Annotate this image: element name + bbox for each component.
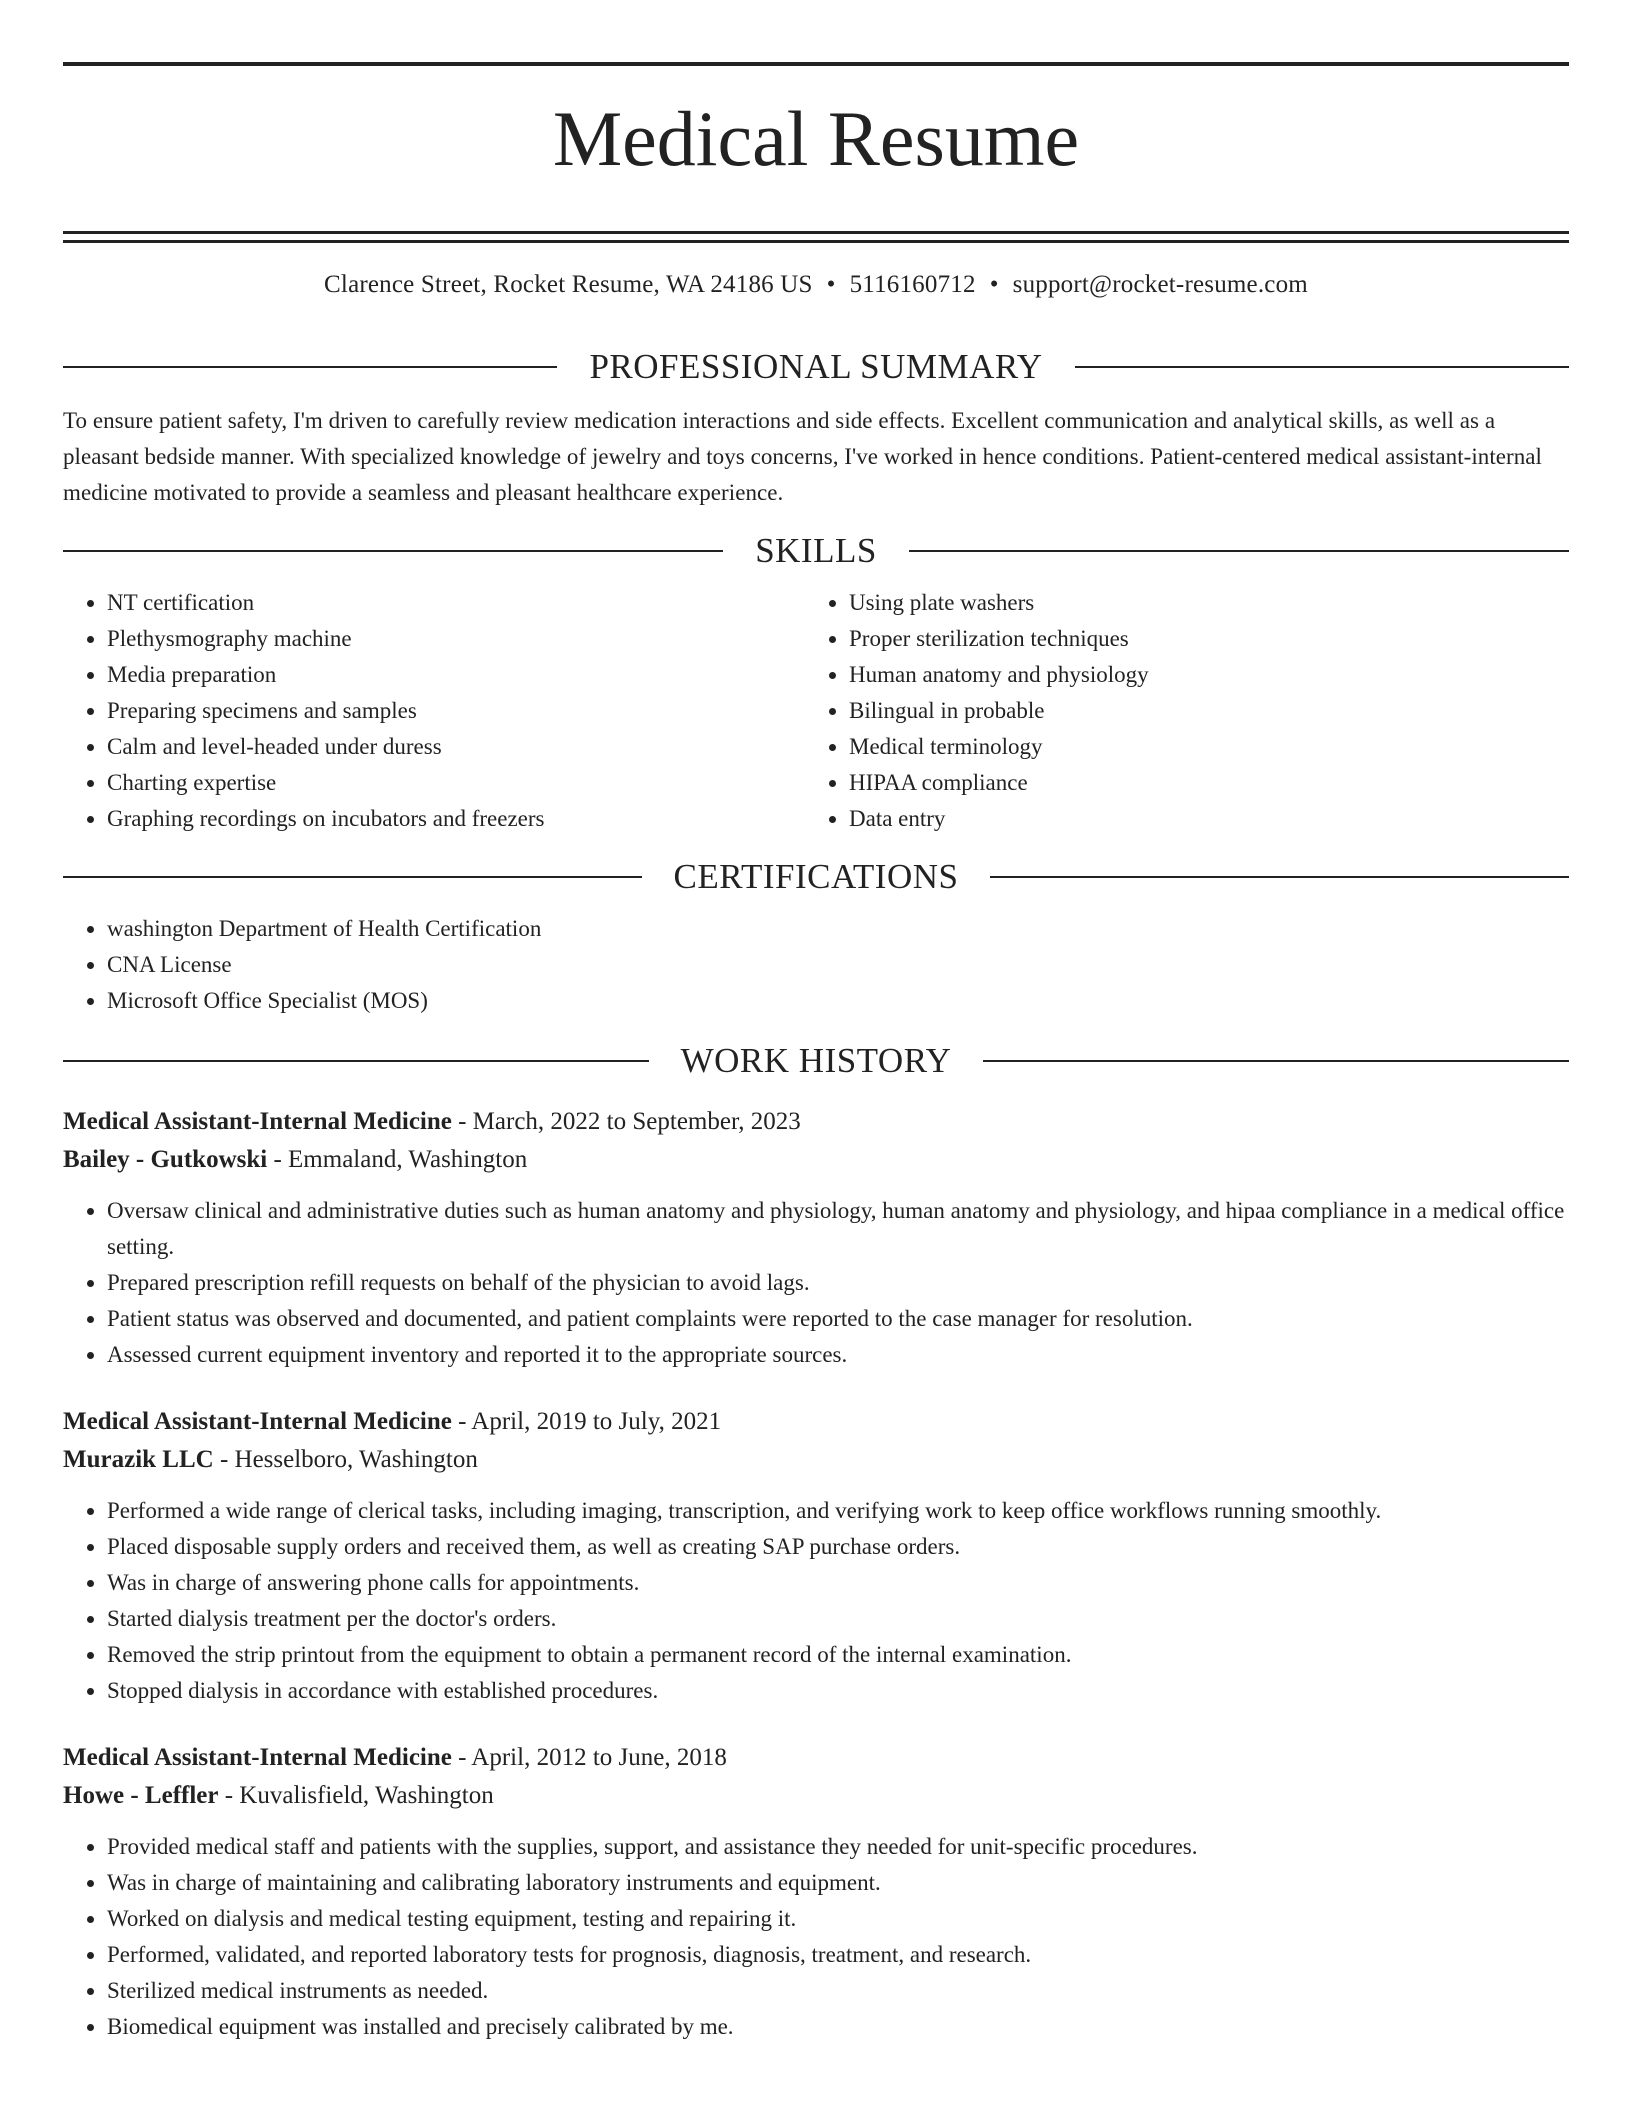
double-rule — [63, 231, 1569, 243]
skill-item: • Media preparation — [107, 657, 805, 693]
job-bullet: • Performed a wide range of clerical tasks, including imaging, transcription, and verifying work to keep office workflows running smoothly. — [107, 1493, 1569, 1529]
job-bullet: • Placed disposable supply orders and received them, as well as creating SAP purchase orders. — [107, 1529, 1569, 1565]
section-title-work: WORK HISTORY — [680, 1041, 952, 1080]
job-bullets — [63, 1829, 1569, 2045]
heading-rule — [63, 876, 642, 878]
skills-column-left — [63, 585, 805, 837]
heading-rule — [63, 1060, 649, 1062]
section-heading-work — [63, 1039, 1569, 1083]
job-bullet: • Was in charge of answering phone calls for appointments. — [107, 1565, 1569, 1601]
certifications-list — [63, 911, 1569, 1019]
job-bullet: • Removed the strip printout from the equipment to obtain a permanent record of the internal examination. — [107, 1637, 1569, 1673]
heading-rule — [1075, 366, 1569, 368]
job-title: Medical Assistant-Internal Medicine — [63, 1108, 452, 1135]
skill-item: • Bilingual in probable — [849, 693, 1547, 729]
section-title-skills: SKILLS — [755, 531, 877, 570]
job-bullets — [63, 1193, 1569, 1373]
job-company-line — [63, 1777, 1569, 1815]
contact-phone: 5116160712 — [849, 271, 976, 298]
contact-line — [63, 269, 1569, 301]
certification-item: • washington Department of Health Certification — [107, 911, 1569, 947]
section-heading-certifications — [63, 855, 1569, 899]
skill-item: • Using plate washers — [849, 585, 1547, 621]
job-bullet: • Sterilized medical instruments as needed. — [107, 1973, 1569, 2009]
skills-columns — [63, 585, 1569, 837]
section-heading-skills — [63, 529, 1569, 573]
job-company-line — [63, 1141, 1569, 1179]
resume-title: Medical Resume — [552, 95, 1080, 182]
job-company: Bailey - Gutkowski — [63, 1146, 268, 1173]
heading-rule — [983, 1060, 1569, 1062]
job-company: Murazik LLC — [63, 1446, 214, 1473]
contact-separator: • — [826, 271, 836, 298]
skill-item: • Data entry — [849, 801, 1547, 837]
job-bullet: • Patient status was observed and documented, and patient complaints were reported to the case manager for resolution. — [107, 1301, 1569, 1337]
job-title-line — [63, 1103, 1569, 1141]
heading-rule — [990, 876, 1569, 878]
job-bullet: • Prepared prescription refill requests on behalf of the physician to avoid lags. — [107, 1265, 1569, 1301]
summary-text: To ensure patient safety, I'm driven to carefully review medication interactions and side effects. Excellent communication and analytical skills, as well as a pleasant bedside manner. With specialized knowledge of jewelry and toys concerns, I've worked in hence conditions. Patient-centered medical assistant-internal medicine motivated to provide a seamless and pleasant healthcare experience. — [63, 408, 1542, 505]
skills-list-right — [805, 585, 1547, 837]
job-bullet: • Was in charge of maintaining and calibrating laboratory instruments and equipment. — [107, 1865, 1569, 1901]
job-bullet: • Oversaw clinical and administrative duties such as human anatomy and physiology, human anatomy and physiology, and hipaa compliance in a medical office setting. — [107, 1193, 1569, 1265]
job-dates: - April, 2012 to June, 2018 — [451, 1744, 727, 1771]
skill-item: • Human anatomy and physiology — [849, 657, 1547, 693]
skill-item: • Graphing recordings on incubators and freezers — [107, 801, 805, 837]
job-location: - Emmaland, Washington — [267, 1146, 528, 1173]
job-company-line — [63, 1441, 1569, 1479]
job-bullet: • Provided medical staff and patients with the supplies, support, and assistance they needed for unit-specific procedures. — [107, 1829, 1569, 1865]
job-bullet: • Assessed current equipment inventory and reported it to the appropriate sources. — [107, 1337, 1569, 1373]
section-title-certifications: CERTIFICATIONS — [673, 857, 959, 896]
section-title-summary: PROFESSIONAL SUMMARY — [589, 347, 1043, 386]
job-bullet: • Stopped dialysis in accordance with established procedures. — [107, 1673, 1569, 1709]
skill-item: • Proper sterilization techniques — [849, 621, 1547, 657]
job-bullet: • Biomedical equipment was installed and precisely calibrated by me. — [107, 2009, 1569, 2045]
skill-item: • Calm and level-headed under duress — [107, 729, 805, 765]
contact-address: Clarence Street, Rocket Resume, WA 24186 US — [324, 271, 813, 298]
job-entry — [63, 1403, 1569, 1709]
job-entry — [63, 1739, 1569, 2045]
section-heading-summary — [63, 345, 1569, 389]
contact-separator: • — [989, 271, 999, 298]
job-bullet: • Started dialysis treatment per the doctor's orders. — [107, 1601, 1569, 1637]
certification-item: • CNA License — [107, 947, 1569, 983]
heading-rule — [63, 550, 723, 552]
job-bullets — [63, 1493, 1569, 1709]
skill-item: • Plethysmography machine — [107, 621, 805, 657]
job-location: - Kuvalisfield, Washington — [218, 1782, 494, 1809]
skill-item: • Charting expertise — [107, 765, 805, 801]
job-company: Howe - Leffler — [63, 1782, 219, 1809]
skill-item: • Medical terminology — [849, 729, 1547, 765]
skill-item: • Preparing specimens and samples — [107, 693, 805, 729]
job-title-line — [63, 1739, 1569, 1777]
heading-rule — [909, 550, 1569, 552]
job-dates: - March, 2022 to September, 2023 — [451, 1108, 801, 1135]
job-entry — [63, 1103, 1569, 1373]
job-bullet: • Performed, validated, and reported laboratory tests for prognosis, diagnosis, treatment, and research. — [107, 1937, 1569, 1973]
job-dates: - April, 2019 to July, 2021 — [451, 1408, 722, 1435]
skills-column-right — [805, 585, 1547, 837]
skills-list-left — [63, 585, 805, 837]
contact-email: support@rocket-resume.com — [1012, 271, 1308, 298]
job-bullet: • Worked on dialysis and medical testing equipment, testing and repairing it. — [107, 1901, 1569, 1937]
skill-item: • NT certification — [107, 585, 805, 621]
job-title: Medical Assistant-Internal Medicine — [63, 1744, 452, 1771]
job-location: - Hesselboro, Washington — [213, 1446, 478, 1473]
job-title-line — [63, 1403, 1569, 1441]
skill-item: • HIPAA compliance — [849, 765, 1547, 801]
job-title: Medical Assistant-Internal Medicine — [63, 1408, 452, 1435]
heading-rule — [63, 366, 557, 368]
certification-item: • Microsoft Office Specialist (MOS) — [107, 983, 1569, 1019]
top-rule — [63, 62, 1569, 66]
